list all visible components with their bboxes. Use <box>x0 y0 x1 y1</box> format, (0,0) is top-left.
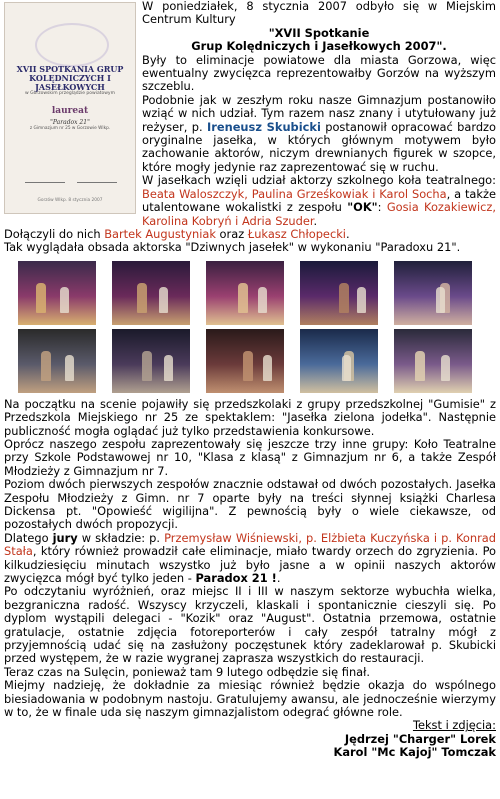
band-name: "OK" <box>347 200 378 215</box>
photo-stage-4[interactable] <box>300 261 378 325</box>
joined-name-1: Bartek Augustyniak <box>104 226 216 241</box>
jury-word: jury <box>52 530 78 545</box>
joined-text-a: Dołączyli do nich <box>4 226 105 241</box>
photo-stage-1[interactable] <box>18 261 96 325</box>
photo-gallery <box>4 261 496 393</box>
singer-names: Gosia Kozakiewicz, Karolina Kobryń i Adria Szuder <box>142 200 496 228</box>
jury-names: Przemysław Wiśniewski, p. Elżbieta Kuczyńska i p. Konrad Stała <box>4 530 496 559</box>
paragraph-joined <box>4 228 496 241</box>
actors-text-c: : <box>377 200 387 215</box>
paragraph-date: W poniedziałek, 8 stycznia 2007 odbyło się w Miejskim Centrum Kultury <box>142 0 496 27</box>
joined-text-b: oraz <box>215 226 248 241</box>
winner-name: Paradox 21 ! <box>195 571 277 585</box>
author-2: Karol "Mc Kajoj" Tomczak <box>333 745 496 760</box>
joined-text-c: . <box>345 226 350 241</box>
diploma-subtitle: w Gorzowskim przeglądzie powiatowym <box>25 91 115 96</box>
paragraph-final: Teraz czas na Sulęcin, ponieważ tam 9 lutego odbędzie się finał. <box>4 664 370 679</box>
actor-names: Beata Waloszczyk, Paulina Grześkowiak i Karol Socha <box>142 186 447 201</box>
diploma-school: z Gimnazjum nr 25 w Gorzowie Wlkp. <box>29 126 111 131</box>
actors-text-d: . <box>313 213 318 228</box>
diploma-paradox: "Paradox 21" <box>50 119 90 126</box>
paragraph-eliminations: Były to eliminacje powiatowe dla miasta Gorzowa, więc ewentualny zwycięzca reprezentowałby Gorzów na wyższym szczeblu. <box>142 52 496 94</box>
photo-stage-7[interactable] <box>112 329 190 393</box>
article-intro <box>4 0 496 255</box>
credit-label: Tekst i zdjęcia: <box>412 718 496 733</box>
author-1: Jędrzej "Charger" Lorek <box>344 731 496 746</box>
diploma-title: XVII SPOTKANIA GRUP KOLĘDNICZYCH I JASEŁKOWYCH <box>16 64 124 92</box>
paragraph-cast: Tak wyglądała obsada aktorska "Dziwnych jasełek" w wykonaniu "Paradoxu 21". <box>4 240 461 255</box>
photo-stage-6[interactable] <box>18 329 96 393</box>
signature-line-left <box>25 168 65 183</box>
diploma-laureat: laureat <box>51 106 89 116</box>
actors-text-a: W jasełkach wzięli udział aktorzy szkolnego koła teatralnego: <box>142 173 496 188</box>
director-name: Ireneusz Skubicki <box>207 119 321 134</box>
director-text-a: Podobnie jak w zeszłym roku nasze Gimnazjum postanowiło wziąć w nich udział. Tym razem nasz znany i utytułowany już reżyser, p. <box>142 92 496 134</box>
paragraph-hope: Miejmy nadzieję, że dokładnie za miesiąc również będzie okazja do wspólnego biesiadowania w podobnym nastoju. Gratulujemy awansu, ale jednocześnie wierzymy w to, że w finale uda się naszym gimnazjalistom odegrać główne role. <box>4 678 496 720</box>
event-title-line2: Grup Kolędniczych i Jasełkowych 2007". <box>191 39 447 54</box>
photo-stage-10[interactable] <box>394 329 472 393</box>
paragraph-preschool: Na początku na scenie pojawiły się przedszkolaki z grupy przedszkolnej "Gumisie" z Przedszkola Miejskiego nr 25 ze spektaklem: "Jasełka zielona jodełka". Następnie publiczność mogła oglądać już tylko przedstawienia konkursowe. <box>4 396 496 438</box>
paragraph-joy: Po odczytaniu wyróżnień, oraz miejsc II i III w naszym sektorze wybuchła wielka, bezgraniczna radość. Wszyscy krzyczeli, klaskali i spontanicznie cieszyli się. Po dyplom wystąpili delegaci - "Kozik" oraz "August". Ostatnia przemowa, ostatnie gratulacje, ostatnie zdjęcia fotoreporterów i cały zespół tatralny mógł z przyjemnością udać się na zasłużony poczęstunek który zadeklarował p. Skubicki przed występem, że w razie wygranej zaprasza wszystkich do restauracji. <box>4 584 496 666</box>
actors-text-b: , a także utalentowane wokalistki z zespołu <box>142 186 497 215</box>
photo-stage-2[interactable] <box>112 261 190 325</box>
photo-stage-5[interactable] <box>394 261 472 325</box>
photo-stage-3[interactable] <box>206 261 284 325</box>
diploma-image <box>4 2 136 214</box>
jury-text-a: Dlatego <box>4 530 53 545</box>
paragraph-groups: Oprócz naszego zespołu zaprezentowały się jeszcze trzy inne grupy: Koło Teatralne przy Szkole Podstawowej nr 10, "Klasa z klasą" z Gimnazjum nr 6, a także Zespół Młodzieży z Gimnazjum nr 7. <box>4 436 496 478</box>
jury-text-c: , który również prowadził całe eliminacje, miało twardy orzech do zgryzienia. Po kilkudziesięciu minutach wszystko już było jasne a w opinii naszych aktorów zwycięzca mógł być tylko jeden - <box>4 544 496 585</box>
photo-stage-9[interactable] <box>300 329 378 393</box>
event-title-line1: "XVII Spotkanie <box>268 25 370 40</box>
angel-drawing <box>35 23 109 67</box>
jury-text-d: . <box>276 571 281 585</box>
paragraph-level: Poziom dwóch pierwszych zespołów znacznie odstawał od dwóch pozostałych. Jasełka Zespołu Młodzieży z Gimn. nr 7 oparte były na treści słynnej książki Charlesa Dickensa pt. "Opowieść wigilijna". Z pewnością były o wiele ciekawsze, od pozostałych dwóch propozycji. <box>4 477 496 532</box>
paragraph-jury <box>4 532 496 586</box>
director-text-b: postanowił opracować bardzo oryginalne jasełka, w których głównym motywem było zachowanie aktorów, niczym drewnianych figurek w szopce, które mogły jedynie raz zaprezentować się w ruchu. <box>142 119 497 174</box>
photo-stage-8[interactable] <box>206 329 284 393</box>
jury-text-b: w składzie: p. <box>77 530 165 545</box>
signature-line-right <box>77 168 117 183</box>
diploma-date: Gorzów Wlkp. 8 stycznia 2007 <box>37 197 103 203</box>
joined-name-2: Łukasz Chłopecki <box>247 226 346 241</box>
